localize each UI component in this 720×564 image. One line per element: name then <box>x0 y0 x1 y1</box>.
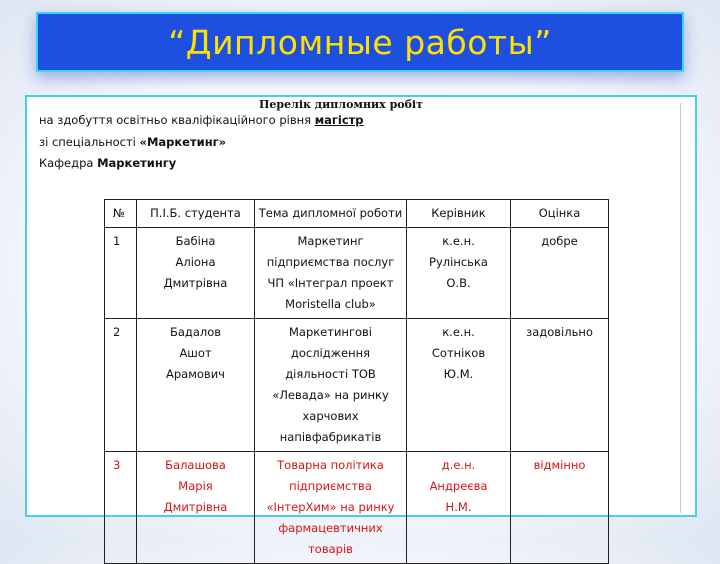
cell-grade: задовільно <box>511 319 609 452</box>
cell-student: Бадалов Ашот Арамович <box>137 319 255 452</box>
table-row-highlighted <box>105 452 609 564</box>
department-value: Маркетингу <box>97 156 177 170</box>
diploma-table <box>104 199 609 564</box>
cell-topic: Товарна політика підприємства «ІнтерХим» на ринку фармацевтичних товарів <box>255 452 407 564</box>
qualification-prefix: на здобуття освітньо кваліфікаційного рівня <box>39 113 315 127</box>
header-grade: Оцінка <box>511 200 609 228</box>
cell-grade: добре <box>511 228 609 319</box>
slide-title: “Дипломные работы” <box>168 22 552 62</box>
cell-grade: відмінно <box>511 452 609 564</box>
table-row <box>105 228 609 319</box>
table-header-row <box>105 200 609 228</box>
specialty-value: «Маркетинг» <box>139 135 227 149</box>
header-supervisor: Керівник <box>407 200 511 228</box>
cell-num: 1 <box>105 228 137 319</box>
department-line <box>39 156 176 170</box>
cell-student: Балашова Марія Дмитрівна <box>137 452 255 564</box>
header-topic: Тема дипломної роботи <box>255 200 407 228</box>
cell-topic: Маркетингові дослідження діяльності ТОВ «Левада» на ринку харчових напівфабрикатів <box>255 319 407 452</box>
page-edge-divider <box>680 103 681 513</box>
qualification-line <box>39 113 364 127</box>
table-row <box>105 319 609 452</box>
cell-supervisor: к.е.н. Сотніков Ю.М. <box>407 319 511 452</box>
header-student: П.І.Б. студента <box>137 200 255 228</box>
document-heading: Перелік дипломних робіт <box>259 98 423 111</box>
header-num: № <box>105 200 137 228</box>
cell-supervisor: д.е.н. Андреєва Н.М. <box>407 452 511 564</box>
specialty-line <box>39 135 226 149</box>
qualification-level: магістр <box>314 113 364 127</box>
cell-supervisor: к.е.н. Рулінська О.В. <box>407 228 511 319</box>
specialty-prefix: зі спеціальності <box>39 135 140 149</box>
department-prefix: Кафедра <box>39 156 98 170</box>
cell-student: Бабіна Аліона Дмитрівна <box>137 228 255 319</box>
cell-topic: Маркетинг підприємства послуг ЧП «Інтеграл проект Moristella club» <box>255 228 407 319</box>
cell-num: 2 <box>105 319 137 452</box>
slide-title-bar <box>36 12 684 72</box>
document-scan <box>25 95 697 556</box>
cell-num: 3 <box>105 452 137 564</box>
